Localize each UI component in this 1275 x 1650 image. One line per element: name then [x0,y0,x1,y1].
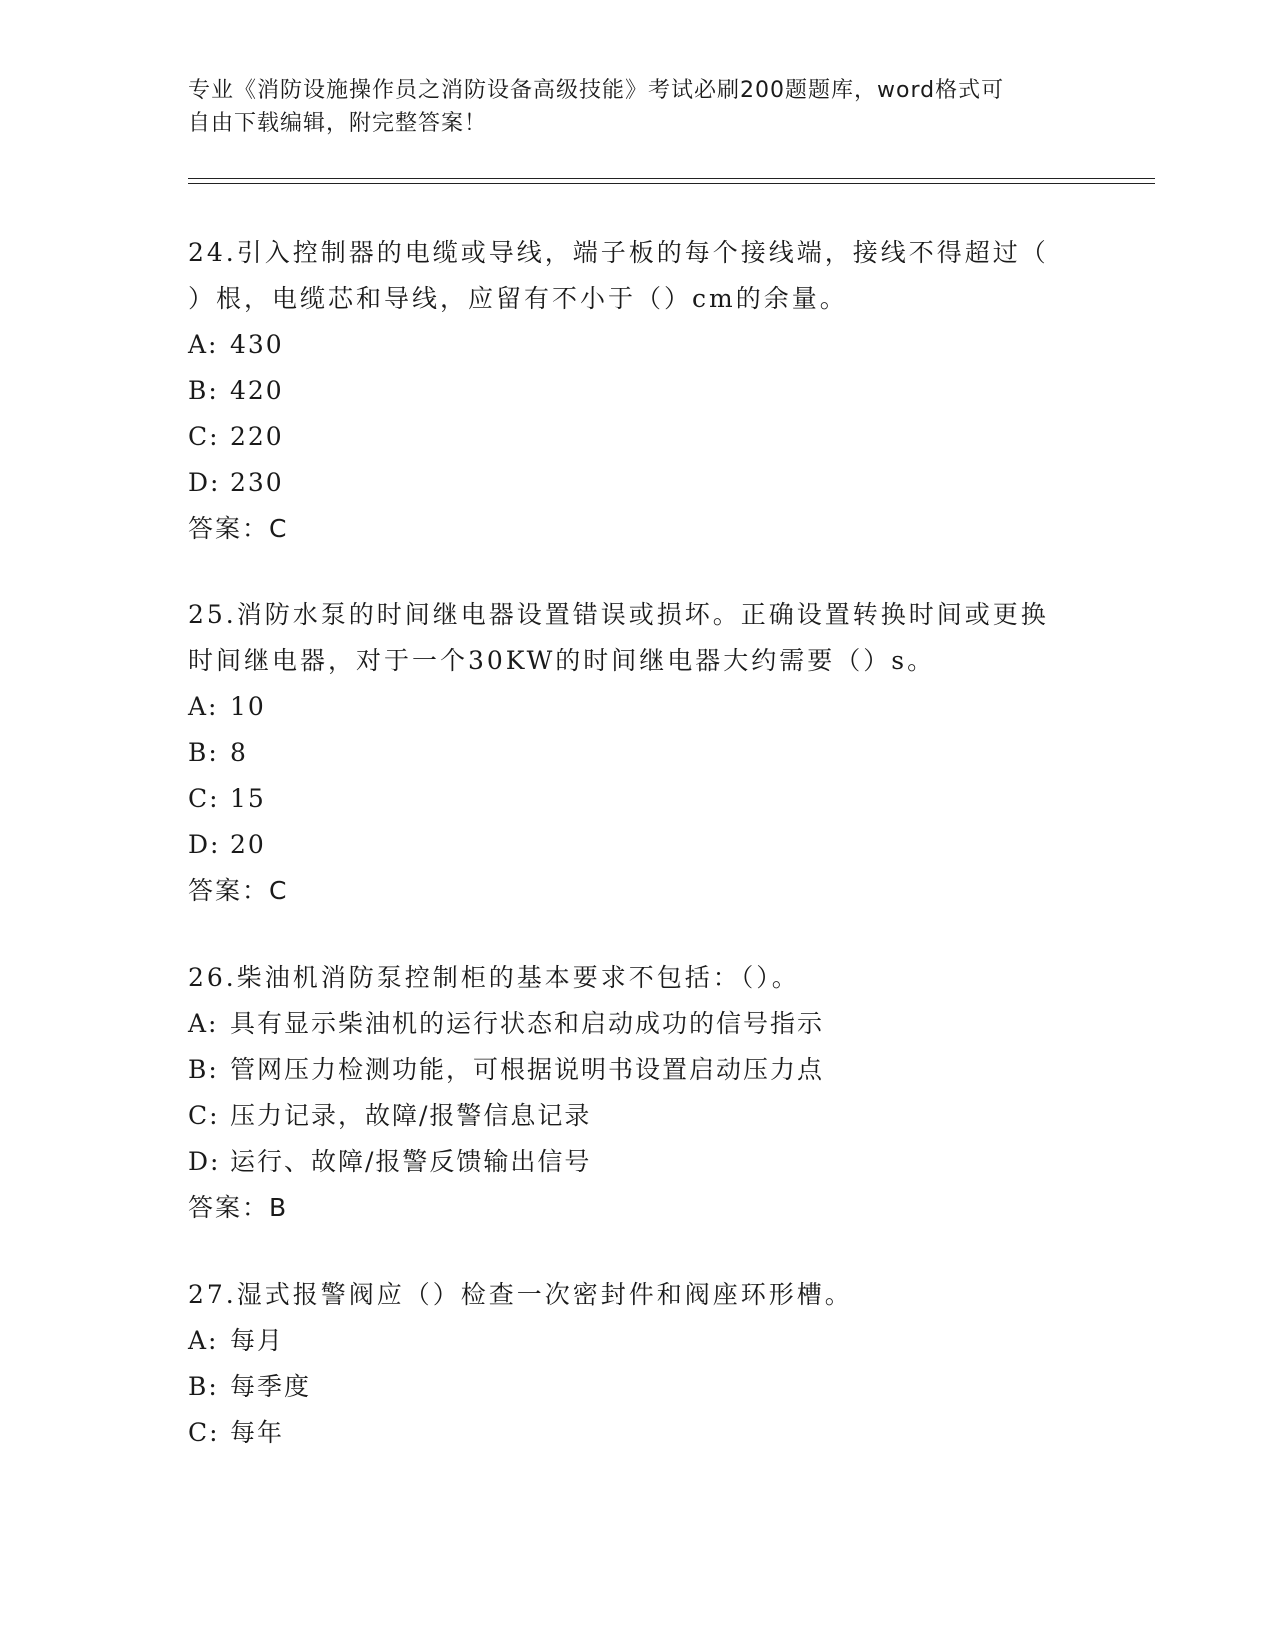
question-24 [188,230,1088,552]
option-text: 230 [230,468,284,497]
header-line-1: 专业《消防设施操作员之消防设备高级技能》考试必刷200题题库，word格式可 [188,78,1005,103]
option-label: D: [188,1147,221,1176]
option-text: 每年 [230,1418,285,1447]
option-b [188,730,1088,776]
header-divider-top [188,178,1155,179]
question-stem: 24.引入控制器的电缆或导线，端子板的每个接线端，接线不得超过（ [188,238,1049,267]
question-stem-continued: ）根，电缆芯和导线，应留有不小于（）cm的余量。 [188,284,848,313]
option-text: 8 [230,738,248,767]
option-label: D: [188,830,221,859]
question-stem-continued: 时间继电器，对于一个30KW的时间继电器大约需要（）s。 [188,646,936,675]
question-27 [188,1272,1088,1456]
option-c [188,1410,1088,1456]
option-b [188,368,1088,414]
option-label: C: [188,1101,220,1130]
option-label: A: [188,692,219,721]
option-label: A: [188,1326,219,1355]
question-25 [188,592,1088,914]
option-b [188,1364,1088,1410]
option-a [188,322,1088,368]
option-a [188,1001,1088,1047]
question-stem: 26.柴油机消防泵控制柜的基本要求不包括：（）。 [188,963,800,992]
question-26 [188,955,1088,1231]
answer: 答案：B [188,1193,289,1222]
option-c [188,414,1088,460]
option-text: 20 [230,830,266,859]
option-label: A: [188,1009,219,1038]
option-label: C: [188,1418,220,1447]
option-d [188,822,1088,868]
option-label: C: [188,422,220,451]
option-text: 压力记录，故障/报警信息记录 [230,1101,592,1130]
option-d [188,460,1088,506]
option-text: 每月 [230,1326,285,1355]
question-stem: 27.湿式报警阀应（）检查一次密封件和阀座环形槽。 [188,1280,853,1309]
document-header [188,74,1088,140]
option-label: B: [188,1055,219,1084]
header-line-2: 自由下载编辑，附完整答案！ [188,111,488,136]
answer: 答案：C [188,514,289,543]
option-text: 每季度 [230,1372,312,1401]
option-label: C: [188,784,220,813]
option-text: 220 [230,422,284,451]
option-label: B: [188,376,219,405]
option-c [188,1093,1088,1139]
option-a [188,1318,1088,1364]
option-label: A: [188,330,219,359]
option-text: 10 [230,692,266,721]
option-text: 430 [230,330,284,359]
option-label: B: [188,738,219,767]
option-text: 管网压力检测功能，可根据说明书设置启动压力点 [230,1055,825,1084]
option-label: B: [188,1372,219,1401]
option-text: 具有显示柴油机的运行状态和启动成功的信号指示 [230,1009,825,1038]
option-c [188,776,1088,822]
option-label: D: [188,468,221,497]
option-d [188,1139,1088,1185]
option-a [188,684,1088,730]
question-stem: 25.消防水泵的时间继电器设置错误或损坏。正确设置转换时间或更换 [188,600,1049,629]
option-text: 420 [230,376,284,405]
option-b [188,1047,1088,1093]
option-text: 15 [230,784,266,813]
header-divider-bottom [188,183,1155,184]
answer: 答案：C [188,876,289,905]
option-text: 运行、故障/报警反馈输出信号 [230,1147,592,1176]
